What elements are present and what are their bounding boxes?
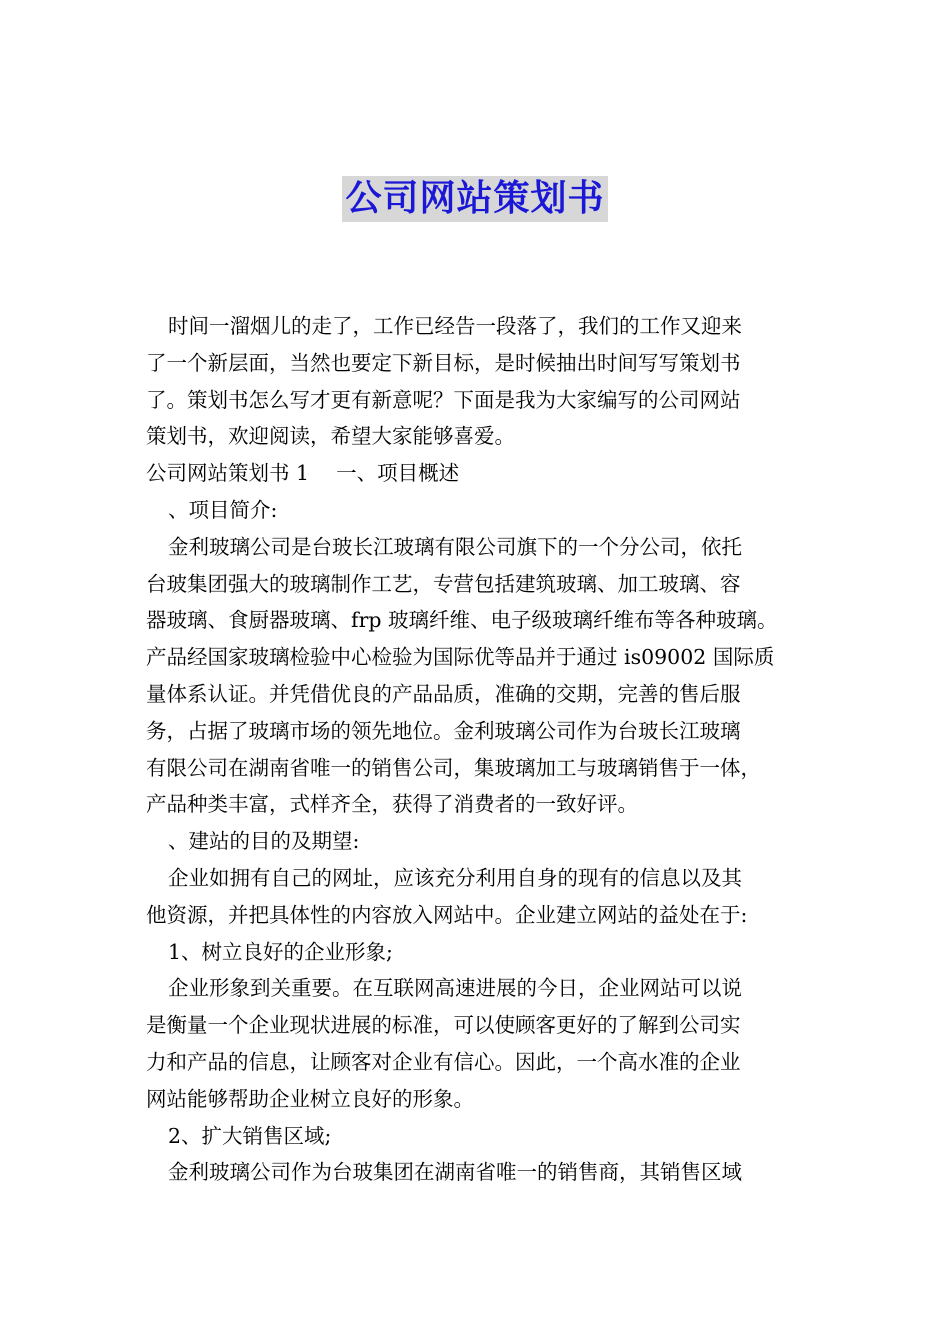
subsection-heading: 、建站的目的及期望: [168,829,360,854]
list-item-heading: 2、扩大销售区域; [168,1123,332,1148]
document-body [146,308,826,1191]
body-line: 产品种类丰富，式样齐全，获得了消费者的一致好评。 [146,792,638,817]
list-item-heading: 1、树立良好的企业形象; [168,939,393,964]
section-heading: 公司网站策划书 1 一、项目概述 [146,461,460,486]
body-line: 器玻璃、食厨器玻璃、frp 玻璃纤维、电子级玻璃纤维布等各种玻璃。 [146,608,778,633]
body-line: 务，占据了玻璃市场的领先地位。金利玻璃公司作为台玻长江玻璃 [146,718,741,743]
body-line: 金利玻璃公司是台玻长江玻璃有限公司旗下的一个分公司，依托 [168,534,742,559]
body-line: 产品经国家玻璃检验中心检验为国际优等品并于通过 is09002 国际质 [146,645,775,670]
title-container [0,176,950,222]
body-line: 企业形象到关重要。在互联网高速进展的今日，企业网站可以说 [168,976,742,1001]
body-line: 企业如拥有自己的网址，应该充分利用自身的现有的信息以及其 [168,865,742,890]
body-line: 力和产品的信息，让顾客对企业有信心。因此，一个高水准的企业 [146,1049,741,1074]
body-line: 有限公司在湖南省唯一的销售公司，集玻璃加工与玻璃销售于一体， [146,755,761,780]
body-line: 策划书，欢迎阅读，希望大家能够喜爱。 [146,424,515,449]
body-line: 了。策划书怎么写才更有新意呢？下面是我为大家编写的公司网站 [146,387,741,412]
body-line: 台玻集团强大的玻璃制作工艺，专营包括建筑玻璃、加工玻璃、容 [146,571,741,596]
body-line: 时间一溜烟儿的走了，工作已经告一段落了，我们的工作又迎来 [168,314,742,338]
body-line: 了一个新层面，当然也要定下新目标，是时候抽出时间写写策划书 [146,350,741,375]
body-line: 量体系认证。并凭借优良的产品品质，准确的交期，完善的售后服 [146,681,741,706]
body-line: 网站能够帮助企业树立良好的形象。 [146,1086,474,1111]
body-line: 是衡量一个企业现状进展的标准，可以使顾客更好的了解到公司实 [146,1013,741,1038]
body-line: 金利玻璃公司作为台玻集团在湖南省唯一的销售商，其销售区域 [168,1160,742,1185]
body-line: 他资源，并把具体性的内容放入网站中。企业建立网站的益处在于: [146,902,748,927]
subsection-heading: 、项目简介: [168,497,278,522]
document-title: 公司网站策划书 [342,176,607,222]
